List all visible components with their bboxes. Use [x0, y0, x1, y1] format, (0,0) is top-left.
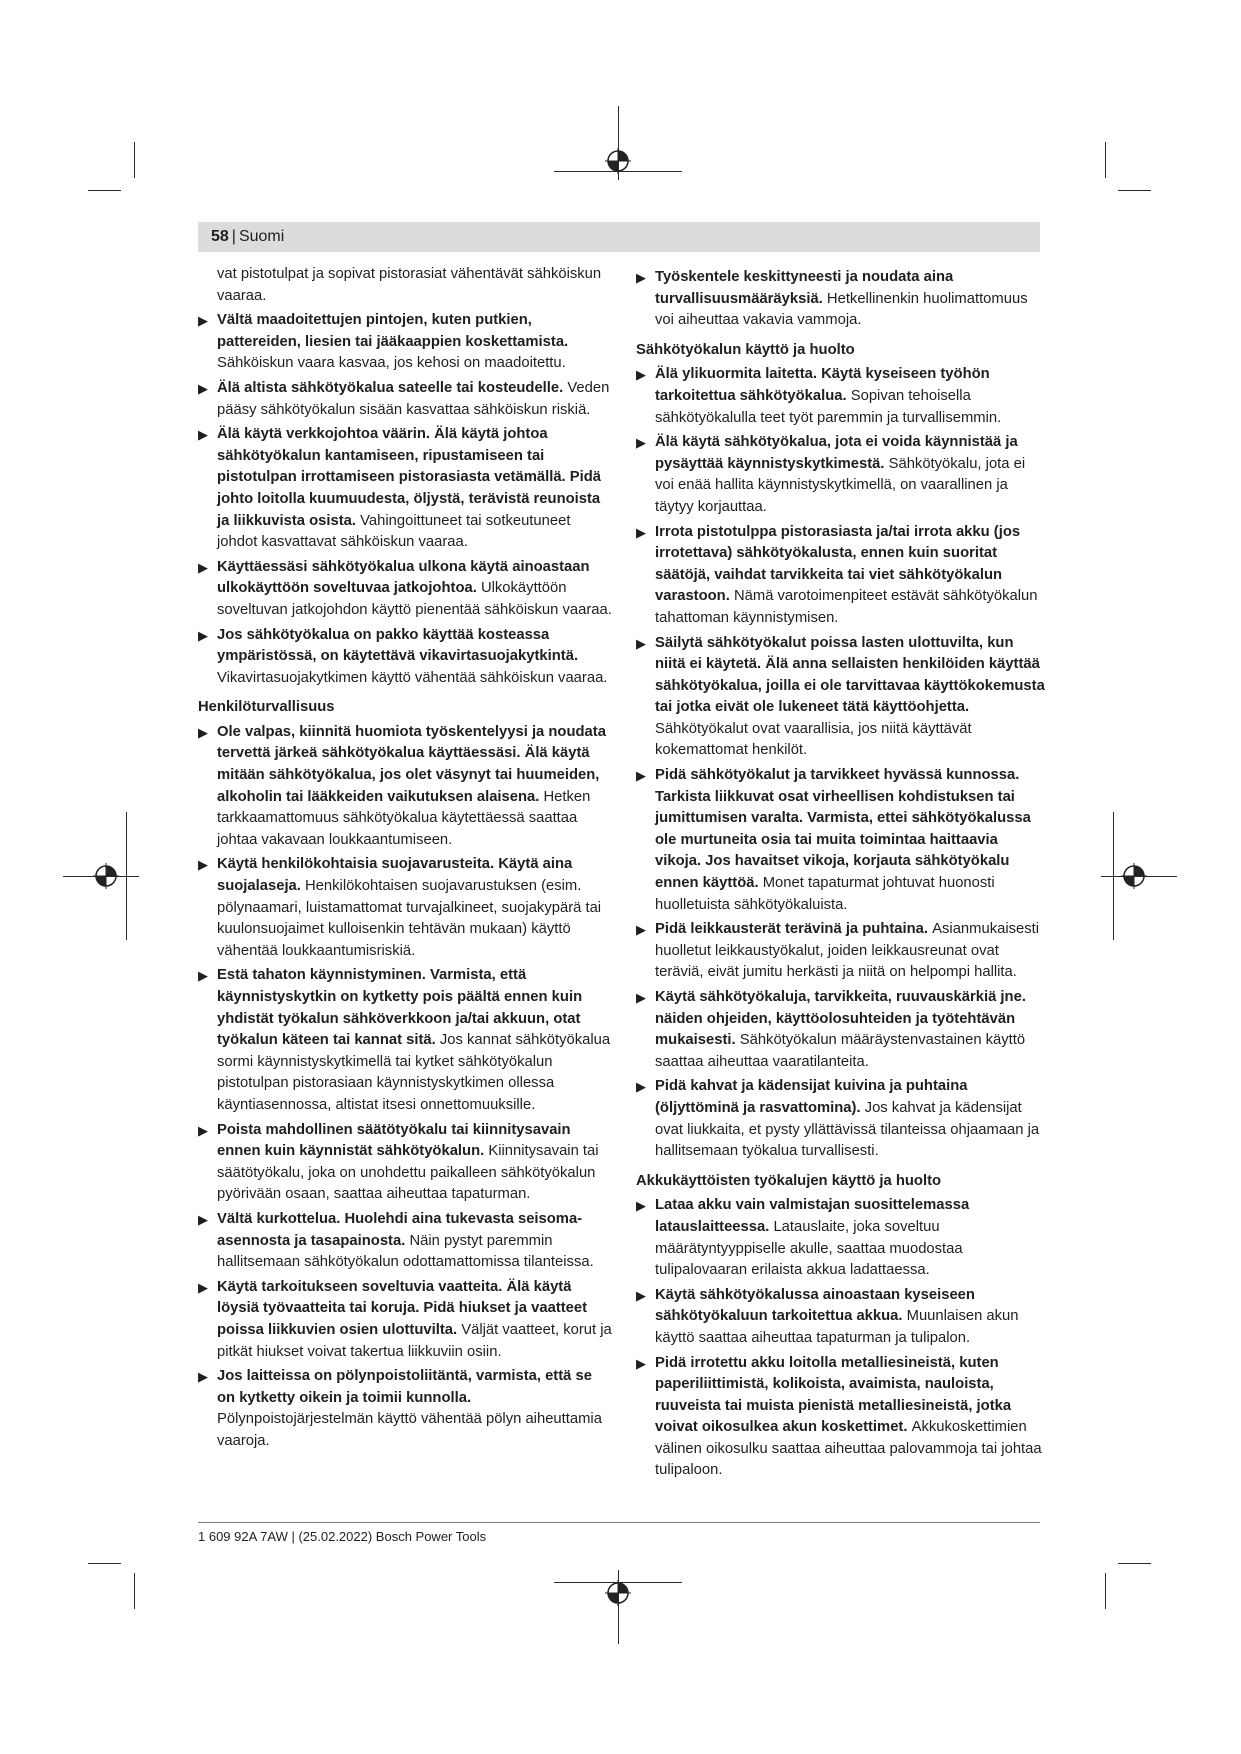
bullet-arrow-icon: ▶ — [198, 1279, 208, 1295]
registration-mark-icon — [1119, 861, 1149, 891]
bullet-item — [198, 722, 613, 852]
bullet-item — [636, 1285, 1046, 1350]
bullet-explanation: Veden pääsy sähkötyökalun sisään kasvattaa sähköiskun riskiä. — [217, 379, 610, 418]
crop-mark — [1113, 812, 1114, 940]
bullet-instruction: Säilytä sähkötyökalut poissa lasten ulottuvilta, kun niitä ei käytetä. Älä anna sellaisten henkilöiden käyttää sähkötyökalua, joilla ei ole tarvittavaa käyttökokemusta tai jotka eivät ole lukeneet tätä käyttöohjetta. — [655, 634, 1045, 716]
bullet-explanation: Väljät vaatteet, korut ja pitkät hiukset voivat takertua liikkuviin osiin. — [217, 1321, 612, 1360]
header-separator: | — [231, 228, 236, 245]
bullet-instruction: Käyttäessäsi sähkötyökalua ulkona käytä ainoastaan ulkokäyttöön soveltuvaa jatkojohtoa. — [217, 558, 590, 597]
bullet-arrow-icon: ▶ — [198, 380, 208, 396]
bullet-list — [636, 1195, 1046, 1482]
bullet-explanation: Jos kahvat ja kädensijat ovat liukkaita, et pysty yllättävissä tilanteissa ohjaamaan ja hallitsemaan työkalua turvallisesti. — [655, 1099, 1040, 1160]
bullet-explanation: Sähköiskun vaara kasvaa, jos kehosi on maadoitettu. — [217, 355, 566, 372]
bullet-arrow-icon: ▶ — [198, 724, 208, 740]
bullet-arrow-icon: ▶ — [636, 524, 646, 540]
bullet-item — [636, 1195, 1046, 1281]
bullet-arrow-icon: ▶ — [198, 559, 208, 575]
bullet-arrow-icon: ▶ — [636, 635, 646, 651]
section-heading: Sähkötyökalun käyttö ja huolto — [636, 341, 855, 358]
bullet-explanation: Asianmukaisesti huolletut leikkaustyökalut, joiden leikkausreunat ovat teräviä, eivät jumitu herkästi ja niitä on helpompi hallita. — [655, 921, 1040, 981]
bullet-explanation: Sähkötyökalut ovat vaarallisia, jos niitä käyttävät kokemattomat henkilöt. — [655, 720, 972, 759]
bullet-instruction: Pidä leikkausterät terävinä ja puhtaina. — [655, 921, 933, 938]
bullet-explanation: Kiinnitysavain tai säätötyökalu, joka on unohdettu paikalleen sähkötyökalun pyörivään osaan, saattaa aiheuttaa tapaturman. — [217, 1143, 599, 1203]
crop-mark — [88, 190, 121, 191]
bullet-instruction: Käytä henkilökohtaisia suojavarusteita. Käytä aina suojalaseja. — [217, 856, 573, 895]
bullet-instruction: Jos laitteissa on pölynpoistoliitäntä, varmista, että se on kytketty oikein ja toimii kunnolla. — [217, 1368, 592, 1406]
crop-mark — [126, 812, 127, 940]
right-column — [636, 264, 1046, 1482]
crop-mark — [134, 142, 135, 178]
bullet-explanation: Vikavirtasuojakytkimen käyttö vähentää sähköiskun vaaraa. — [217, 669, 608, 686]
bullet-arrow-icon: ▶ — [636, 1287, 646, 1303]
page-header — [198, 222, 1040, 252]
bullet-arrow-icon: ▶ — [198, 968, 208, 984]
intro-text: vat pistotulpat ja sopivat pistorasiat vähentävät sähköiskun vaaraa. — [217, 266, 602, 304]
bullet-item — [198, 625, 613, 690]
bullet-item — [198, 1120, 613, 1206]
bullet-instruction: Ole valpas, kiinnitä huomiota työskentelyysi ja noudata tervettä järkeä sähkötyökalua käyttäessäsi. Älä käytä mitään sähkötyökalua, jos olet väsynyt tai huumeiden, alkoholin tai lääkkeiden vaikutuksen alaisena. — [217, 723, 606, 805]
footer-rule — [198, 1522, 1040, 1523]
bullet-item — [636, 267, 1046, 332]
bullet-arrow-icon: ▶ — [636, 922, 646, 938]
bullet-instruction: Työskentele keskittyneesti ja noudata aina turvallisuusmääräyksiä. — [655, 269, 954, 307]
crop-mark — [134, 1573, 135, 1609]
page-footer: 1 609 92A 7AW | (25.02.2022) Bosch Power Tools — [198, 1529, 487, 1544]
bullet-instruction: Lataa akku vain valmistajan suosittelemassa latauslaitteessa. — [655, 1197, 970, 1235]
bullet-instruction: Käytä sähkötyökaluja, tarvikkeita, ruuvauskärkiä jne. näiden ohjeiden, käyttöolosuhteiden ja työtehtävän mukaisesti. — [655, 989, 1026, 1049]
bullet-instruction: Jos sähkötyökalua on pakko käyttää kosteassa ympäristössä, on käytettävä vikavirtasuojakytkintä. — [217, 626, 579, 665]
section-heading: Akkukäyttöisten työkalujen käyttö ja huolto — [636, 1172, 942, 1189]
crop-mark — [1105, 1573, 1106, 1609]
bullet-arrow-icon: ▶ — [636, 1355, 646, 1371]
bullet-item — [198, 854, 613, 962]
section-heading: Henkilöturvallisuus — [198, 699, 335, 716]
bullet-instruction: Käytä sähkötyökalussa ainoastaan kyseiseen sähkötyökaluun tarkoitettua akkua. — [655, 1286, 975, 1325]
bullet-arrow-icon: ▶ — [636, 990, 646, 1005]
bullet-explanation: Nämä varotoimenpiteet estävät sähkötyökalun tahattoman käynnistymisen. — [655, 588, 1038, 626]
bullet-item — [636, 633, 1046, 763]
bullet-explanation: Ulkokäyttöön soveltuvan jatkojohdon käyttö pienentää sähköiskun vaaraa. — [217, 580, 612, 618]
crop-mark — [1118, 1563, 1151, 1564]
bullet-arrow-icon: ▶ — [198, 1211, 208, 1227]
bullet-instruction: Estä tahaton käynnistyminen. Varmista, että käynnistyskytkin on kytketty pois päältä ennen kuin yhdistät työkalun sähköverkkoon ja/tai akkuun, otat työkalun käteen tai kannat sitä. — [217, 967, 583, 1049]
crop-mark — [88, 1563, 121, 1564]
bullet-arrow-icon: ▶ — [636, 367, 646, 383]
bullet-explanation: Sopivan tehoisella sähkötyökalulla teet työt paremmin ja turvallisemmin. — [655, 387, 1002, 426]
bullet-item — [636, 1076, 1046, 1162]
bullet-arrow-icon: ▶ — [636, 768, 646, 784]
bullet-explanation: Akkukoskettimien välinen oikosulku saattaa aiheuttaa palovammoja tai johtaa tulipaloon. — [655, 1419, 1042, 1479]
registration-mark-icon — [603, 1578, 633, 1608]
bullet-explanation: Hetkellinenkin huolimattomuus voi aiheuttaa vakavia vammoja. — [655, 290, 1028, 329]
bullet-explanation: Hetken tarkkaamattomuus sähkötyökalua käytettäessä saattaa johtaa vakavaan loukkaantumiseen. — [217, 788, 591, 848]
bullet-explanation: Sähkötyökalu, jota ei voi enää hallita käynnistyskytkimellä, on vaarallinen ja täytyy korjauttaa. — [655, 455, 1026, 515]
bullet-list — [636, 364, 1046, 1162]
bullet-arrow-icon: ▶ — [198, 857, 208, 873]
bullet-list — [198, 310, 613, 689]
bullet-item — [198, 1277, 613, 1363]
bullet-explanation: Vahingoittuneet tai sotkeutuneet johdot kasvattavat sähköiskun vaaraa. — [217, 512, 571, 551]
bullet-arrow-icon: ▶ — [198, 1122, 208, 1138]
bullet-instruction: Pidä kahvat ja kädensijat kuivina ja puhtaina (öljyttöminä ja rasvattomina). — [655, 1078, 968, 1116]
bullet-arrow-icon: ▶ — [198, 427, 208, 443]
bullet-item — [198, 965, 613, 1116]
page-number: 58 — [211, 228, 229, 245]
bullet-item — [636, 919, 1046, 984]
bullet-list — [636, 267, 1046, 332]
bullet-explanation: Jos kannat sähkötyökalua sormi käynnistyskytkimellä tai kytket sähkötyökalun pistotulpan pistorasiaan käynnistyskytkimen ollessa käyntiasennossa, altistat itsesi onnettomuuksille. — [217, 1032, 611, 1113]
bullet-explanation: Näin pystyt paremmin hallitsemaan sähkötyökalun odottamattomissa tilanteissa. — [217, 1232, 594, 1271]
crop-mark — [1118, 190, 1151, 191]
bullet-arrow-icon: ▶ — [636, 435, 646, 451]
bullet-item — [198, 1209, 613, 1274]
bullet-explanation: Monet tapaturmat johtuvat huonosti huolletuista sähkötyökaluista. — [655, 875, 995, 913]
bullet-arrow-icon: ▶ — [636, 270, 646, 285]
bullet-explanation: Latauslaite, joka soveltuu määrätyntyyppiselle akulle, saattaa muodostaa tulipalovaaran erilaista akkua ladattaessa. — [655, 1218, 963, 1279]
bullet-instruction: Älä altista sähkötyökalua sateelle tai kosteudelle. — [217, 379, 568, 396]
bullet-item — [636, 364, 1046, 429]
bullet-instruction: Pidä sähkötyökalut ja tarvikkeet hyvässä kunnossa. Tarkista liikkuvat osat virheellisen kohdistuksen tai jumittumisen varalta. Varmista, ettei sähkötyökalussa ole murtuneita osia tai muita toimintaa haittaavia vikoja. Jos havaitset vikoja, korjauta sähkötyökalu ennen käyttöä. — [655, 767, 1031, 892]
bullet-item — [198, 557, 613, 622]
crop-mark — [1105, 142, 1106, 178]
bullet-instruction: Älä käytä sähkötyökalua, jota ei voida käynnistää ja pysäyttää käynnistyskytkimestä. — [655, 434, 1018, 472]
left-column — [198, 264, 613, 1452]
bullet-item — [198, 310, 613, 375]
bullet-instruction: Vältä maadoitettujen pintojen, kuten putkien, pattereiden, liesien tai jääkaappien koskettamista. — [217, 312, 569, 350]
bullet-explanation: Henkilökohtaisen suojavarustuksen (esim. pölynaamari, luistamattomat turvajalkineet, suojakypärä tai kuulonsuojaimet kulloisenkin tehtävän mukaan) käyttö vähentää loukkaantumisriskiä. — [217, 878, 602, 959]
bullet-explanation: Pölynpoistojärjestelmän käyttö vähentää pölyn aiheuttamia vaaroja. — [217, 1411, 602, 1449]
bullet-instruction: Irrota pistotulppa pistorasiasta ja/tai irrota akku (jos irrotettava) sähkötyökalusta, ennen kuin suoritat säätöjä, vaihdat tarvikkeita tai viet sähkötyökalun varastoon. — [655, 523, 1021, 605]
bullet-item — [636, 522, 1046, 630]
header-language: Suomi — [238, 228, 285, 245]
bullet-instruction: Pidä irrotettu akku loitolla metalliesineistä, kuten paperiliittimistä, kolikoista, avaimista, nauloista, ruuveista tai muista pienistä metalliesineistä, jotka voivat oikosulkea akun koskettimet. — [655, 1354, 1012, 1436]
bullet-arrow-icon: ▶ — [198, 627, 208, 643]
bullet-item — [636, 432, 1046, 518]
bullet-item — [198, 424, 613, 554]
bullet-arrow-icon: ▶ — [636, 1079, 646, 1095]
bullet-instruction: Poista mahdollinen säätötyökalu tai kiinnitysavain ennen kuin käynnistät sähkötyökalun. — [217, 1121, 571, 1160]
bullet-explanation: Muunlaisen akun käyttö saattaa aiheuttaa tapaturman ja tulipalon. — [655, 1308, 1019, 1346]
bullet-instruction: Älä käytä verkkojohtoa väärin. Älä käytä johtoa sähkötyökalun kantamiseen, ripustamiseen tai pistotulpan irrottamiseen pistorasiasta vetämällä. Pidä johto loitolla kuumuudesta, öljystä, terävistä reunoista ja liikkuvista osista. — [217, 426, 602, 529]
bullet-arrow-icon: ▶ — [636, 1198, 646, 1214]
bullet-arrow-icon: ▶ — [198, 1369, 208, 1385]
bullet-instruction: Vältä kurkottelua. Huolehdi aina tukevasta seisoma-asennosta ja tasapainosta. — [217, 1210, 583, 1249]
bullet-item — [636, 765, 1046, 916]
bullet-item — [636, 987, 1046, 1073]
bullet-instruction: Käytä tarkoitukseen soveltuvia vaatteita. Älä käytä löysiä työvaatteita tai koruja. Pidä hiukset ja vaatteet poissa liikkuvien osien ulottuvilta. — [217, 1278, 588, 1338]
registration-mark-icon — [91, 861, 121, 891]
bullet-item — [198, 378, 613, 421]
bullet-arrow-icon: ▶ — [198, 313, 208, 329]
bullet-item — [198, 1366, 613, 1452]
bullet-item — [636, 1353, 1046, 1483]
bullet-explanation: Sähkötyökalun määräystenvastainen käyttö saattaa aiheuttaa vaaratilanteita. — [655, 1032, 1026, 1070]
bullet-instruction: Älä ylikuormita laitetta. Käytä kyseiseen työhön tarkoitettua sähkötyökalua. — [655, 366, 990, 404]
bullet-list — [198, 722, 613, 1453]
registration-mark-icon — [603, 146, 633, 176]
